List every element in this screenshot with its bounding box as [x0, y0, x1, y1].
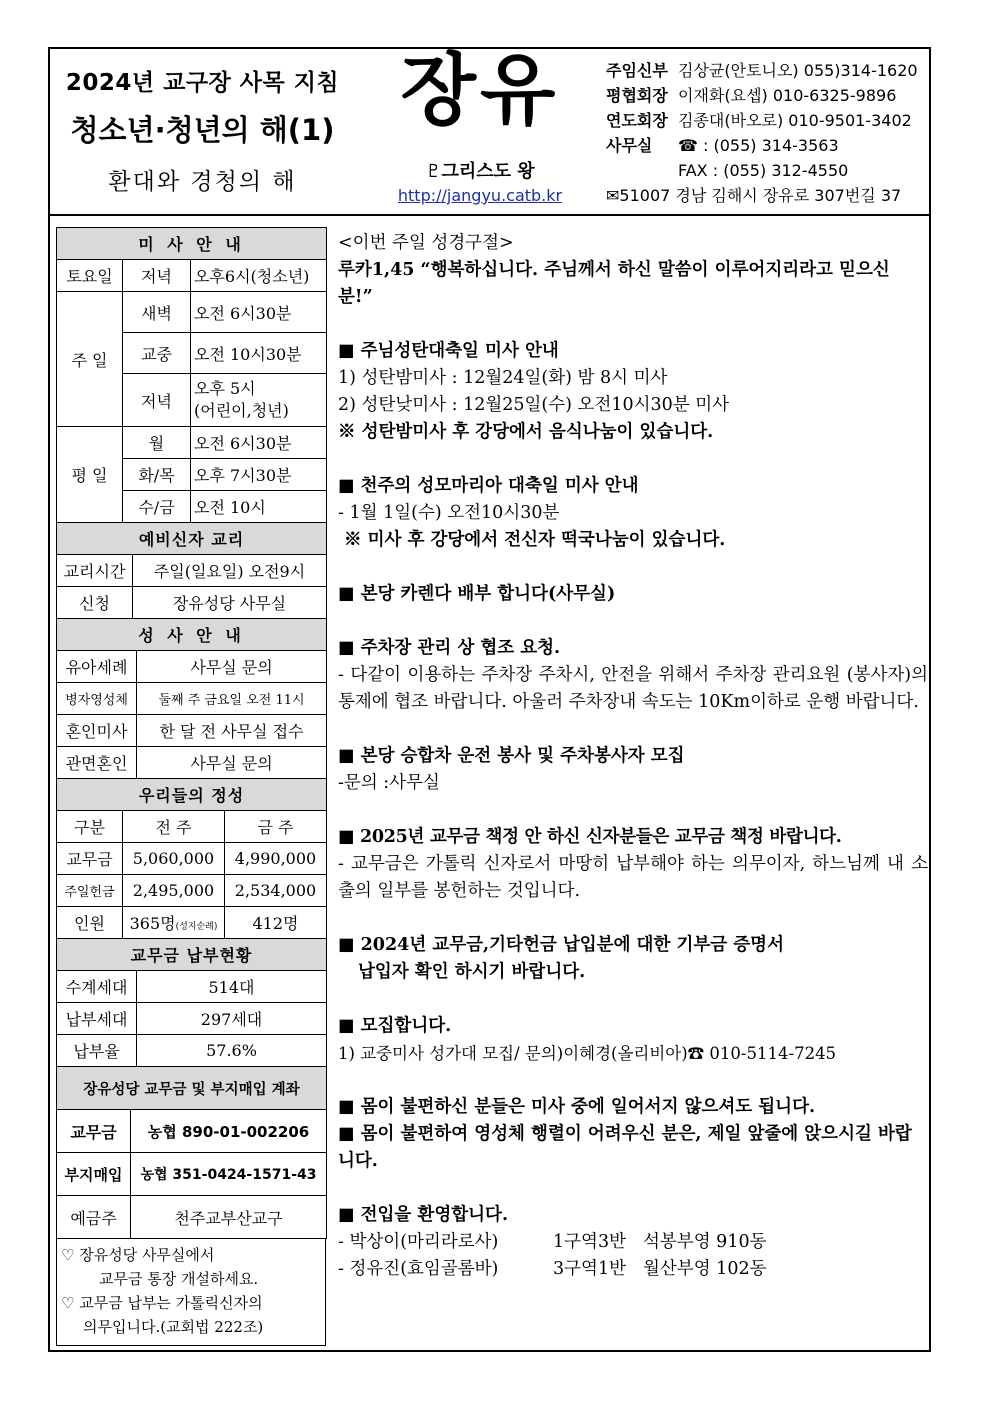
- day-label: 주 일: [57, 292, 123, 427]
- row-value: 57.6%: [137, 1035, 327, 1067]
- contact-row: [606, 108, 926, 133]
- section-text: - 교무금은 가톨릭 신자로서 마땅히 납부해야 하는 의무이자, 하느님께 내 소출의 일부를 봉헌하는 것입니다.: [338, 854, 928, 901]
- row-label: 인원: [57, 907, 123, 939]
- section-heading: ■ 몸이 불편하신 분들은 미사 중에 일어서지 않으셔도 됩니다.: [338, 1097, 816, 1117]
- sacrament-table: [56, 618, 327, 779]
- welcome-district: 3구역1반: [553, 1259, 626, 1279]
- verse-heading: <이번 주일 성경구절>: [338, 233, 514, 253]
- curr-value: 412명: [225, 907, 327, 939]
- contact-label: 평협회장: [606, 86, 668, 105]
- dues-table: [56, 938, 327, 1067]
- row-label: 교무금: [57, 1110, 131, 1153]
- curr-value: 2,534,000: [225, 875, 327, 907]
- contact-row: [606, 83, 926, 108]
- section-note: ※ 미사 후 강당에서 전신자 떡국나눔이 있습니다.: [344, 530, 726, 550]
- row-value: 사무실 문의: [137, 747, 327, 779]
- section-line: - 1월 1일(수) 오전10시30분: [338, 503, 560, 523]
- sidebar: [56, 227, 326, 1346]
- prev-value: 5,060,000: [123, 843, 225, 875]
- column-header: 구분: [57, 811, 123, 843]
- mass-time: 오전 10시30분: [191, 333, 327, 374]
- welcome-name: - 박상이(마리라로사): [338, 1232, 499, 1252]
- section-note: ※ 성탄밤미사 후 강당에서 음식나눔이 있습니다.: [338, 422, 714, 442]
- section-heading: ■ 몸이 불편하여 영성체 행렬이 어려우신 분은, 제일 앞줄에 앉으시길 바랍니다.: [338, 1124, 912, 1171]
- mass-time: 오후6시(청소년): [191, 260, 327, 292]
- contact-value: FAX : (055) 312-4550: [678, 161, 849, 180]
- section-heading: ■ 본당 승합차 운전 봉사 및 주차봉사자 모집: [338, 746, 685, 766]
- curr-value: 4,990,000: [225, 843, 327, 875]
- mass-table: [56, 227, 327, 523]
- contact-label: 주임신부: [606, 61, 668, 80]
- section-heading: ■ 본당 카렌다 배부 합니다(사무실): [338, 584, 616, 604]
- welcome-row: [338, 1229, 928, 1256]
- section-heading-cont: 납입자 확인 하시기 바랍니다.: [358, 962, 586, 982]
- account-notes: [56, 1239, 326, 1346]
- offering-table: [56, 778, 327, 939]
- day-label: 토요일: [57, 260, 123, 292]
- day-label: 평 일: [57, 427, 123, 523]
- header-divider: [48, 214, 931, 216]
- row-label: 교리시간: [57, 555, 133, 587]
- section-text: - 다같이 이용하는 주차장 주차시, 안전을 위해서 주차장 관리요원 (봉사자)의 통제에 협조 바랍니다. 아울러 주차장내 속도는 10Km이하로 운행 바랍니다.: [338, 665, 928, 712]
- row-label: 부지매입: [57, 1153, 131, 1196]
- prev-count: 365명: [129, 914, 176, 933]
- time-label: 저녁: [123, 260, 191, 292]
- row-label: 혼인미사: [57, 715, 137, 747]
- row-value: 주일(일요일) 오전9시: [133, 555, 327, 587]
- row-value: 297세대: [137, 1003, 327, 1035]
- row-label: 병자영성체: [57, 683, 137, 715]
- row-value: 한 달 전 사무실 접수: [137, 715, 327, 747]
- verse-text: 루카1,45 “행복하십니다. 주님께서 하신 말씀이 이루어지리라고 믿으신 분!”: [338, 260, 890, 307]
- account-holder: 천주교부산교구: [131, 1196, 327, 1239]
- prev-value: 2,495,000: [123, 875, 225, 907]
- row-label: 납부율: [57, 1035, 137, 1067]
- contact-row: [606, 158, 926, 183]
- mass-time: 오전 6시30분: [191, 292, 327, 333]
- contact-value: ☎ : (055) 314-3563: [678, 136, 839, 155]
- contact-label: 연도회장: [606, 111, 668, 130]
- section-title: 미 사 안 내: [57, 228, 327, 260]
- account-table: [56, 1066, 327, 1239]
- section-heading: ■ 천주의 성모마리아 대축일 미사 안내: [338, 476, 639, 496]
- mass-time: 오후 7시30분: [191, 459, 327, 491]
- time-label: 월: [123, 427, 191, 459]
- contact-row: [606, 183, 926, 208]
- welcome-address: 월산부영 102동: [643, 1259, 767, 1279]
- announcements: [338, 230, 928, 1283]
- row-label: 예금주: [57, 1196, 131, 1239]
- row-label: 납부세대: [57, 1003, 137, 1035]
- row-value: 장유성당 사무실: [133, 587, 327, 619]
- row-label: 주일헌금: [57, 875, 123, 907]
- section-title: 장유성당 교무금 및 부지매입 계좌: [57, 1067, 327, 1110]
- column-header: 전 주: [123, 811, 225, 843]
- account-number: 농협 890-01-002206: [131, 1110, 327, 1153]
- welcome-district: 1구역3반: [553, 1232, 626, 1252]
- row-value: 사무실 문의: [137, 651, 327, 683]
- column-header: 금 주: [225, 811, 327, 843]
- contact-row: [606, 58, 926, 83]
- section-heading: ■ 주차장 관리 상 협조 요청.: [338, 638, 561, 658]
- section-heading: ■ 2024년 교무금,기타헌금 납입분에 대한 기부금 증명서: [338, 935, 784, 955]
- section-heading: ■ 2025년 교무금 책정 안 하신 신자분들은 교무금 책정 바랍니다.: [338, 827, 842, 847]
- mass-time: 오전 10시: [191, 491, 327, 523]
- time-label: 수/금: [123, 491, 191, 523]
- row-value: 514대: [137, 971, 327, 1003]
- website-link[interactable]: http://jangyu.catb.kr: [397, 186, 563, 205]
- feast-label: ♇그리스도 왕: [425, 161, 535, 182]
- prev-note: (성지순례): [175, 922, 218, 932]
- note-line: ♡ 교무금 납부는 가톨릭신자의: [61, 1294, 263, 1312]
- contact-value: 김종대(바오로) 010-9501-3402: [678, 111, 912, 130]
- contact-value: 김상균(안토니오) 055)314-1620: [678, 61, 918, 80]
- row-label: 신청: [57, 587, 133, 619]
- mass-time: [191, 374, 327, 427]
- time-label: 교중: [123, 333, 191, 374]
- welcome-name: - 정유진(효임골롬바): [338, 1259, 499, 1279]
- note-line: ♡ 장유성당 사무실에서: [61, 1246, 215, 1264]
- contact-label: 사무실: [606, 136, 653, 155]
- note-line: 의무입니다.(교회법 222조): [83, 1318, 264, 1336]
- welcome-address: 석봉부영 910동: [643, 1232, 767, 1252]
- section-line: 1) 교중미사 성가대 모집/ 문의)이혜경(올리비아)☎ 010-5114-7245: [338, 1044, 837, 1063]
- note-line: 교무금 통장 개설하세요.: [99, 1270, 259, 1288]
- theme-title: 청소년·청년의 해(1): [70, 113, 335, 147]
- section-line: -문의 :사무실: [338, 773, 440, 793]
- section-line: 1) 성탄밤미사 : 12월24일(화) 밤 8시 미사: [338, 368, 668, 388]
- mass-time-line: 오후 5시: [194, 379, 256, 398]
- section-title: 예비신자 교리: [57, 523, 327, 555]
- section-heading: ■ 전입을 환영합니다.: [338, 1205, 509, 1225]
- row-label: 교무금: [57, 843, 123, 875]
- row-label: 수계세대: [57, 971, 137, 1003]
- welcome-row: [338, 1256, 928, 1283]
- time-label: 새벽: [123, 292, 191, 333]
- prev-value: [123, 907, 225, 939]
- section-title: 성 사 안 내: [57, 619, 327, 651]
- account-number: 농협 351-0424-1571-43: [131, 1153, 327, 1196]
- contact-value: 이재화(요셉) 010-6325-9896: [678, 86, 897, 105]
- section-line: 2) 성탄낮미사 : 12월25일(수) 오전10시30분 미사: [338, 395, 730, 415]
- time-label: 저녁: [123, 374, 191, 427]
- subtheme: 환대와 경청의 해: [108, 169, 297, 195]
- catechumen-table: [56, 522, 327, 619]
- time-label: 화/목: [123, 459, 191, 491]
- section-heading: ■ 주님성탄대축일 미사 안내: [338, 341, 559, 361]
- parish-name: 장유: [400, 46, 560, 136]
- contact-value: ✉51007 경남 김해시 장유로 307번길 37: [606, 186, 902, 205]
- section-title: 우리들의 정성: [57, 779, 327, 811]
- row-value: 둘째 주 금요일 오전 11시: [137, 683, 327, 715]
- mass-time-line: (어린이,청년): [194, 401, 289, 420]
- row-label: 관면혼인: [57, 747, 137, 779]
- mass-time: 오전 6시30분: [191, 427, 327, 459]
- year-title: 2024년 교구장 사목 지침: [65, 70, 340, 96]
- contact-row: [606, 133, 926, 158]
- contact-block: [606, 58, 926, 208]
- section-heading: ■ 모집합니다.: [338, 1016, 452, 1036]
- section-title: 교무금 납부현황: [57, 939, 327, 971]
- row-label: 유아세례: [57, 651, 137, 683]
